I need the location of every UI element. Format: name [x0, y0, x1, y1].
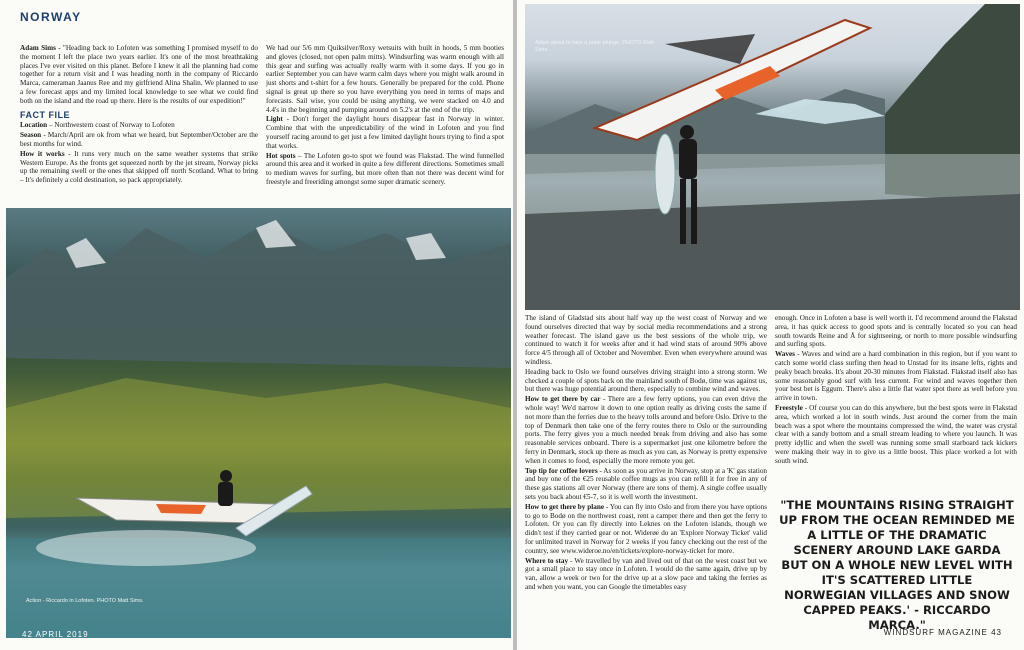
rider-leg: [680, 179, 686, 244]
photo-caption: Action - Riccardo in Lofoten. PHOTO Matt Sims.: [26, 598, 144, 604]
body-paragraph: Heading back to Oslo we found ourselves driving straight into a strong storm. We checked a couple of spots back on the mainland south of Bodø, time was against us, but there was huge potential around there, especially to combine wind and waves.: [525, 367, 767, 394]
fact-item-text: - As soon as you arrive in Norway, stop at a 'K' gas station and buy one of the €25 reusable coffee mugs as you can refill it for free in any of these gas stations all over Norway (there are tons of them). A single coffee usually sets you back about €5-7, so it is well worth the investment.: [525, 466, 767, 501]
intro-paragraph: [20, 44, 258, 106]
section-tag: NORWAY: [20, 10, 82, 24]
left-column-2: [266, 44, 504, 204]
fact-file-heading: FACT FILE: [20, 109, 70, 120]
rider-head: [680, 125, 694, 139]
rider-head: [220, 470, 232, 482]
fact-item-label: Season: [20, 131, 42, 140]
fact-item-text: - There are a few ferry options, you can even drive the whole way! We'd narrow it down to one option really as driving costs the same if not more than the ferries due to the heavy tolls around and before Oslo. Drive to the top of Denmark then take one of the ferry routes there to Oslo or the surrounding ports. The ferry gives you a much needed break from driving and also has some reasonable services onboard. There is a supermarket just one kilometre before the ferry in Denmark, stock up there as much as you can, as Norway is pretty expensive when it comes to food, especially the more remote you get.: [525, 395, 767, 465]
right-column-2: [775, 314, 1017, 490]
rider-leg: [691, 179, 697, 244]
fact-item-label: How to get there by plane: [525, 502, 605, 511]
fact-item: [20, 150, 258, 185]
sail-logo: [156, 504, 206, 514]
fact-item-text: - Don't forget the daylight hours disappear fast in Norway in winter. Combine that with the unpredictability of the wind in Lofoten and you find yourself racing around to get just a few limited daylight hours trying to find a spot that works.: [266, 115, 504, 150]
right-column-1: [525, 314, 767, 620]
fact-item: [775, 350, 1017, 403]
fact-item-text: - March/April are ok from what we heard, but September/October are the best months for wind.: [20, 131, 258, 148]
photo-illustration: [6, 208, 511, 638]
page-folio: 42 APRIL 2019: [22, 630, 89, 639]
fact-item-text: – The Lofoten go-to spot we found was Flakstad. The wind funnelled around this area and it worked in quite a few different directions. Sometimes small to medium waves for surfing, but more often than not there was decent wind for freestyle and freeriding amongst some super dramatic scenery.: [266, 151, 504, 186]
fact-item-label: Light: [266, 115, 283, 124]
fact-item: [525, 503, 767, 556]
spray: [36, 530, 256, 566]
fact-item: [525, 395, 767, 465]
intro-text: - "Heading back to Lofoten was something I promised myself to do the moment I left the place two years earlier. It's one of the most breathtaking places I've ever visited on this planet. Before I knew it all the planning had come together for a return visit and I was heading north in the company of Riccardo Marca, cameraman Jaanus Ree and my girlfriend Alina Shalin. We planned to use a few forecast apps and my limited local knowledge to see what we could find both on the island and the road up there. Here is the results of our expedition!": [20, 44, 258, 105]
fact-item-label: Top tip for coffee lovers: [525, 466, 598, 475]
fact-item: [266, 115, 504, 150]
fact-item-label: Where to stay: [525, 556, 569, 565]
fact-item-text: - Waves and wind are a hard combination in this region, but if you want to catch some world class surfing then head to Unstad for its insane lefts, rights and peaky beach breaks. It's about 20-30 minutes from Flakstad. Flakstad itself also has some reasonably good surf with less current. For wind and waves together then your best bet is Eggum. There's also a little flat water spot there as well before you arrive in town.: [775, 350, 1017, 403]
fact-item: [525, 467, 767, 502]
fact-item-label: Waves: [775, 350, 795, 359]
left-column-1: [20, 44, 258, 204]
sail-window: [665, 34, 755, 64]
photo-caption: Adam about to take a polar plunge. PHOTO Matt Sims.: [535, 40, 654, 53]
rider-body: [679, 139, 697, 179]
fact-item-label: Hot spots: [266, 151, 296, 160]
rider-body: [218, 482, 233, 506]
pull-quote: "THE MOUNTAINS RISING STRAIGHT UP FROM THE OCEAN REMINDED ME A LITTLE OF THE DRAMATIC SCENERY AROUND LAKE GARDA BUT ON A WHOLE NEW LEVEL WITH IT'S SCATTERED LITTLE NORWEGIAN VILLAGES AND SNOW CAPPED PEAKS.' - RICCARDO MARCA.": [779, 498, 1015, 632]
gear-paragraph: We had our 5/6 mm Quiksilver/Roxy wetsuits with built in hoods, 5 mm booties and gloves (closed, not open palm mitts). Windsurfing was warm enough with all this gear and surfing was actually really warm with it some days. If you go in earlier September you can have warm calm days where you might walk around in just shorts and t-shirt for a few hours. Generally be prepared for the cold. Phone signal is great up there so you have everything you need in terms of maps and forecasts. Sail wise, you could be using anything, we were stacked on 4.0 and 4.4's in the beginning and pumping around on 5.2's at the end of the trip.: [266, 44, 504, 114]
fact-item-text: – Northwestern coast of Norway to Lofoten: [47, 121, 175, 130]
fact-item-text: - We travelled by van and lived out of that on the west coast but we got a small place to stay once in Lofoten. I would do the same again, drive up by van, allow a week or two for the drive up at a slow pace and taking the ferries as and when you want, you can Google the timetables easy: [525, 556, 767, 591]
fact-item-text: - You can fly into Oslo and from there you have options to go to Bodø on the northwest coast, rent a camper there and then get the ferry to Lofoten. Or you can fly directly into Leknes on the Lofoten islands, though we didn't test if they carried gear or not. Widerøe do an 'Explore Norway Ticket' valid for unlimited travel in Norway for 2 weeks if you fancy checking out the rest of the country, see www.wideroe.no/en/tickets/explore-norway-ticket for more.: [525, 502, 767, 555]
fact-item-text: - It runs very much on the same weather systems that strike Western Europe. As the fronts get squeezed north by the jet stream, Norway picks up the remaining swell or the ones that skipped off north Scotland. What to bring – It's definitely a cold destination, so pack appropriately.: [20, 149, 258, 185]
fact-item: [20, 121, 258, 130]
rocky-shore: [525, 194, 1020, 310]
intro-author: Adam Sims: [20, 44, 56, 52]
fact-item-text: - Of course you can do this anywhere, but the best spots were in Flakstad area, which worked a lot in south winds. Just around the corner from the main beach was a spot where the mountains compressed the wind, the water was crystal clear with a sandy bottom and a small stream leading to where you launch. It was pretty idyllic and when the swell was running some small starboard tack kickers were making their way in to give us a little boost. This place worked a lot with south wind.: [775, 403, 1017, 465]
fact-item-label: How to get there by car: [525, 395, 601, 404]
body-paragraph: The island of Gladstad sits about half way up the west coast of Norway and we found ourselves directed that way by social media recommendations and a strong weather forecast. The island gave us the best sessions of the whole trip, we continued to watch it for weeks after and it had wind stats of around 90% above force 4/5 through all of October and November. Even when everywhere around was windless.: [525, 314, 767, 366]
body-paragraph: enough. Once in Lofoten a base is well worth it. I'd recommend around the Flakstad area, it has quick access to good spots and is centrally located so you can head south towards Reine and Å for sightseeing, or north to more possible windsurfing and surfing spots.: [775, 314, 1017, 349]
fact-item: [266, 152, 504, 187]
fact-item: [775, 404, 1017, 466]
photo-windsurfer-lofoten: [6, 208, 511, 638]
fact-item: [525, 557, 767, 592]
page-folio: WINDSURF MAGAZINE 43: [883, 628, 1002, 637]
grassy-slope: [6, 378, 511, 518]
fact-item: [20, 131, 258, 149]
fact-item-label: Freestyle: [775, 403, 803, 412]
board: [655, 134, 675, 214]
fact-item-label: Location: [20, 121, 48, 130]
right-page: [517, 0, 1024, 650]
fact-item-label: How it works: [20, 149, 65, 158]
